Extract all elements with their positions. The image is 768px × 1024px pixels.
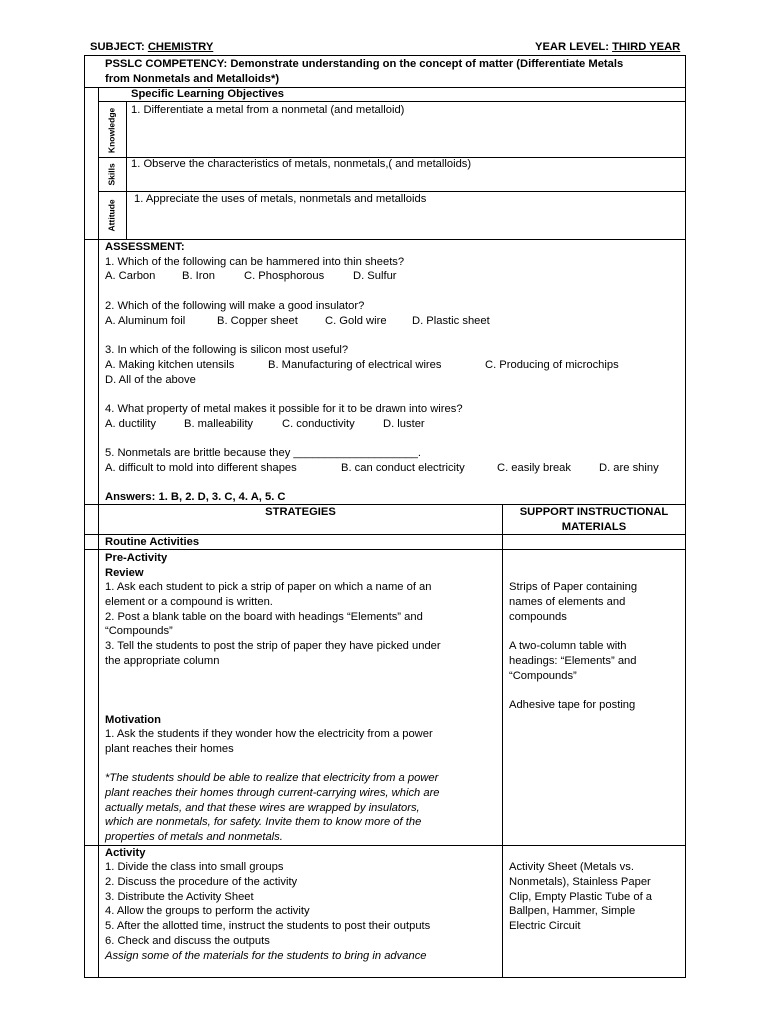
materials-header-line1: SUPPORT INSTRUCTIONAL <box>519 506 669 518</box>
answer-key: Answers: 1. B, 2. D, 3. C, 4. A, 5. C <box>105 491 286 503</box>
list-item: which are nonmetals, for safety. Invite them to know more of the <box>105 816 422 829</box>
list-item: Activity Sheet (Metals vs. <box>509 861 634 873</box>
list-item: properties of metals and nonmetals. <box>105 831 283 844</box>
list-item: 1. Ask each student to pick a strip of paper on which a name of an <box>105 581 432 593</box>
q5-option-c: C. easily break <box>497 462 571 474</box>
activity-heading: Activity <box>105 847 146 859</box>
question-2: 2. Which of the following will make a good insulator? <box>105 300 365 312</box>
materials-header-line2: MATERIALS <box>561 521 627 533</box>
q3-option-b: B. Manufacturing of electrical wires <box>268 359 442 371</box>
q2-option-a: A. Aluminum foil <box>105 315 186 327</box>
q4-option-b: B. malleability <box>184 418 254 430</box>
objectives-heading: Specific Learning Objectives <box>131 88 284 100</box>
objectives-label-divider <box>126 101 127 239</box>
hline <box>84 977 686 978</box>
year-level-value: THIRD YEAR <box>612 41 681 53</box>
list-item: Electric Circuit <box>509 920 581 933</box>
q5-option-d: D. are shiny <box>599 462 659 474</box>
review-steps <box>105 580 441 669</box>
list-item: plant reaches their homes <box>105 742 234 755</box>
q4-option-c: C. conductivity <box>282 418 355 430</box>
review-materials <box>509 580 637 624</box>
list-item: Strips of Paper containing <box>509 581 638 593</box>
list-item: Ballpen, Hammer, Simple <box>509 905 636 918</box>
q4-option-d: D. luster <box>383 418 425 430</box>
list-item: 1. Ask the students if they wonder how the electricity from a power <box>105 728 433 740</box>
subject-value: CHEMISTRY <box>147 41 214 53</box>
q1-option-a: A. Carbon <box>105 270 156 282</box>
list-item: 5. After the allotted time, instruct the students to post their outputs <box>105 920 431 933</box>
list-item: *The students should be able to realize that electricity from a power <box>105 772 439 784</box>
skills-label: Skills <box>106 163 117 186</box>
strategies-header: STRATEGIES <box>265 506 336 518</box>
q3-option-c: C. Producing of microchips <box>485 359 619 371</box>
review-heading: Review <box>105 567 144 579</box>
q1-option-d: D. Sulfur <box>353 270 397 282</box>
list-item: element or a compound is written. <box>105 595 273 608</box>
q1-option-c: C. Phosphorous <box>244 270 325 282</box>
list-item: 2. Discuss the procedure of the activity <box>105 875 298 888</box>
competency-line2: from Nonmetals and Metalloids*) <box>105 73 280 85</box>
attitude-label: Attitude <box>106 199 117 232</box>
list-item: 4. Allow the groups to perform the activity <box>105 905 310 918</box>
list-item: 1. Divide the class into small groups <box>105 861 284 873</box>
q2-option-c: C. Gold wire <box>325 315 387 327</box>
q5-option-a: A. difficult to mold into different shapes <box>105 462 297 474</box>
question-1: 1. Which of the following can be hammered into thin sheets? <box>105 256 405 268</box>
attitude-text: 1. Appreciate the uses of metals, nonmetals and metalloids <box>134 193 427 205</box>
list-item: plant reaches their homes through current-carrying wires, which are <box>105 786 440 799</box>
list-item: “Compounds” <box>105 625 173 638</box>
q3-option-a: A. Making kitchen utensils <box>105 359 235 371</box>
table-materials <box>509 639 637 683</box>
table-border-left <box>84 55 85 977</box>
list-item: 3. Distribute the Activity Sheet <box>105 890 254 903</box>
list-item: the appropriate column <box>105 654 220 667</box>
skills-text: 1. Observe the characteristics of metals, nonmetals,( and metalloids) <box>131 158 472 170</box>
year-level-header: YEAR LEVEL: THIRD YEAR <box>535 41 681 53</box>
activity-materials <box>509 860 652 934</box>
list-item: Clip, Empty Plastic Tube of a <box>509 890 653 903</box>
list-item: actually metals, and that these wires are wrapped by insulators, <box>105 801 420 814</box>
subject-header: SUBJECT: CHEMISTRY <box>90 41 214 53</box>
activity-steps <box>105 860 430 964</box>
list-item: Nonmetals), Stainless Paper <box>509 875 651 888</box>
list-item: A two-column table with <box>509 640 627 652</box>
question-5: 5. Nonmetals are brittle because they ____________________. <box>105 447 421 459</box>
motivation-note <box>105 771 440 845</box>
label-column-divider <box>98 87 99 977</box>
q2-option-d: D. Plastic sheet <box>412 315 490 327</box>
competency-line1: PSSLC COMPETENCY: Demonstrate understanding on the concept of matter (Differentiate Metals <box>105 58 624 70</box>
activity-note: Assign some of the materials for the students to bring in advance <box>105 949 427 962</box>
adhesive-material: Adhesive tape for posting <box>509 699 636 711</box>
list-item: compounds <box>509 610 567 623</box>
q3-option-d: D. All of the above <box>105 374 196 386</box>
list-item: names of elements and <box>509 595 626 608</box>
list-item: 2. Post a blank table on the board with headings “Elements” and <box>105 610 423 623</box>
q4-option-a: A. ductility <box>105 418 156 430</box>
knowledge-text: 1. Differentiate a metal from a nonmetal (and metalloid) <box>131 104 405 116</box>
q5-option-b: B. can conduct electricity <box>341 462 465 474</box>
knowledge-label: Knowledge <box>106 107 117 154</box>
table-border-right <box>685 55 686 977</box>
list-item: “Compounds” <box>509 669 577 682</box>
hline <box>84 845 686 846</box>
hline <box>84 55 686 56</box>
q2-option-b: B. Copper sheet <box>217 315 298 327</box>
motivation-heading: Motivation <box>105 714 161 726</box>
routine-activities: Routine Activities <box>105 536 200 548</box>
question-4: 4. What property of metal makes it possible for it to be drawn into wires? <box>105 403 463 415</box>
materials-column-divider <box>502 504 503 977</box>
list-item: 3. Tell the students to post the strip of paper they have picked under <box>105 640 441 653</box>
question-3: 3. In which of the following is silicon most useful? <box>105 344 349 356</box>
list-item: 6. Check and discuss the outputs <box>105 934 270 947</box>
assessment-heading: ASSESSMENT: <box>105 241 185 253</box>
pre-activity-heading: Pre-Activity <box>105 552 168 564</box>
list-item: headings: “Elements” and <box>509 654 637 667</box>
q1-option-b: B. Iron <box>182 270 215 282</box>
motivation-steps <box>105 727 433 757</box>
